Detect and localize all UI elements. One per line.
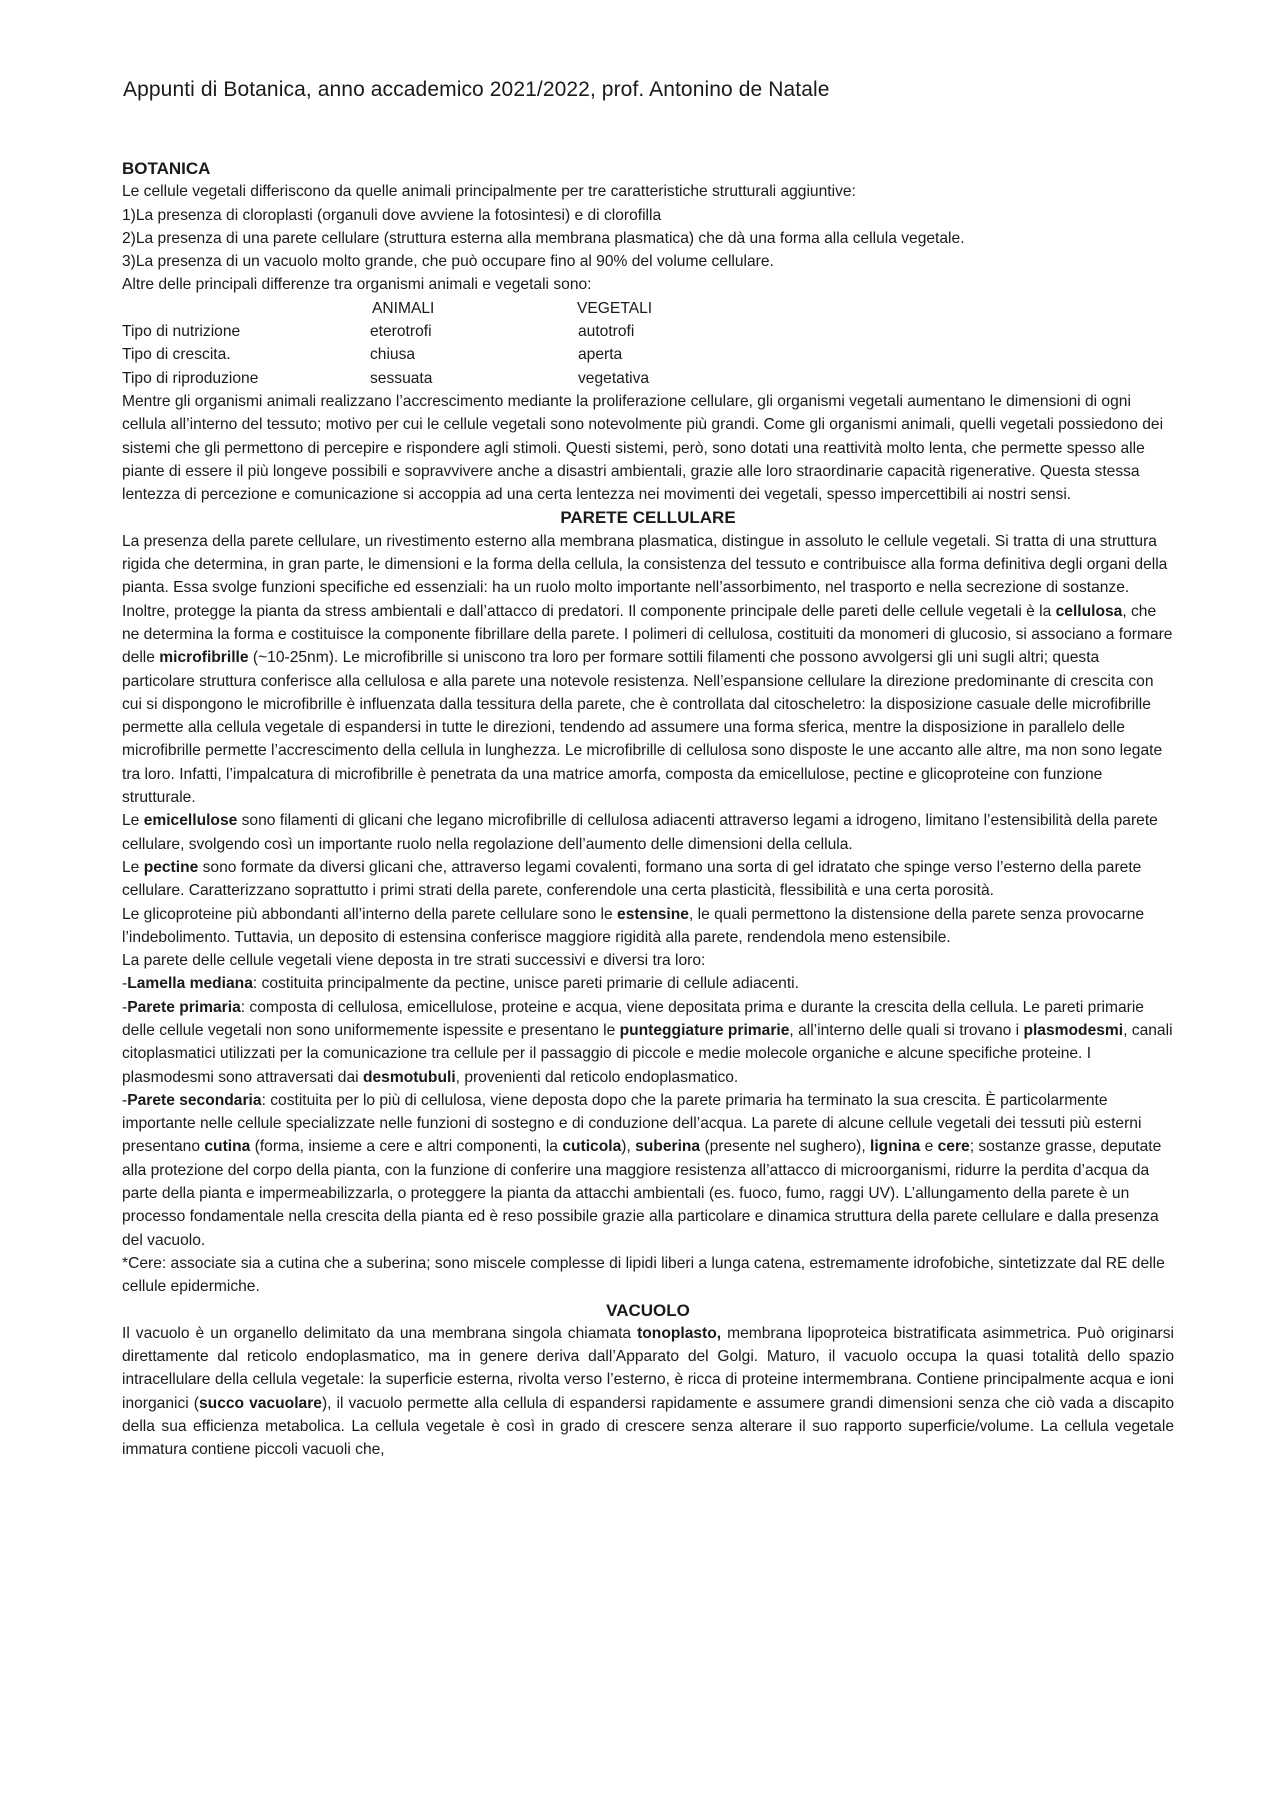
list-item: 3)La presenza di un vacuolo molto grande, che può occupare fino al 90% del volume cellulare. [122,253,774,271]
table-cell: Tipo di crescita. [122,346,231,364]
parete-paragraph-emicellulose: Le emicellulose sono filamenti di glicani che legano microfibrille di cellulosa adiacenti attraverso legami a idrogeno, limitano l’estensibilità della parete cellulare, svolgendo così un importante ruolo nella regolazione dell’aumento delle dimensioni della cellula. [122,812,1158,853]
column-header: ANIMALI [372,299,435,317]
parete-item-lamella: -Lamella mediana: costituita principalmente da pectine, unisce pareti primarie di cellule adiacenti. [122,975,799,993]
botanica-intro: Le cellule vegetali differiscono da quelle animali principalmente per tre caratteristiche strutturali aggiuntive: [122,183,856,201]
term-pectine: pectine [143,858,199,876]
term-desmotubuli: desmotubuli [362,1068,456,1086]
botanica-paragraph: Mentre gli organismi animali realizzano l’accrescimento mediante la proliferazione cellulare, gli organismi vegetali aumentano le dimensioni di ogni cellula all’interno del tessuto; motivo per cui le cellule vegetali sono notevolmente più grandi. Come gli organismi animali, quelli vegetali possiedono dei sistemi che gli permettono di percepire e rispondere agli stimoli. Questi sistemi, però, sono dotati una reattività molto lenta, che permette spesso alle piante di essere il più longeve possibili e sopravvivere anche a disastri ambientali, grazie alle loro straordinarie capacità rigenerative. Questa stessa lentezza di percezione e comunicazione si accoppia ad una certa lentezza nei movimenti dei vegetali, spesso impercettibili ai nostri sensi. [122,392,1164,504]
term-lignina: lignina [870,1138,921,1156]
column-header: VEGETALI [577,299,653,317]
table-cell: vegetativa [578,369,650,387]
table-row [122,367,1174,390]
table-row [122,320,1174,343]
parete-paragraph-1: La presenza della parete cellulare, un rivestimento esterno alla membrana plasmatica, distingue in assoluto le cellule vegetali. Si tratta di una struttura rigida che determina, in gran parte, le dimensioni e la forma della cellula, la consistenza del tessuto e contribuisce alla forma definitiva degli organi della pianta. Essa svolge funzioni specifiche ed essenziali: ha un ruolo molto importante nell’assorbimento, nel trasporto e nella secrezione di sostanze. Inoltre, protegge la pianta da stress ambientali e dall’attacco di predatori. Il componente principale delle pareti delle cellule vegetali è la cellulosa, che ne determina la forma e costituisce la componente fibrillare della parete. I polimeri di cellulosa, costituiti da monomeri di glucosio, si associano a formare delle microfibrille (~10-25nm). Le microfibrille si uniscono tra loro per formare sottili filamenti che possono avvolgersi gli uni sugli altri; questa particolare struttura conferisce alla cellulosa e alla parete una notevole resistenza. Nell’espansione cellulare la direzione predominante di crescita con cui si dispongono le microfibrille è influenzata dalla tessitura della parete, che è controllata dal citoscheletro: la disposizione casuale delle microfibrille permette alla cellula vegetale di espandersi in tutte le direzioni, tendendo ad assumere una forma sferica, mentre la disposizione in parallelo delle microfibrille permette l’accrescimento della cellula in lunghezza. Le microfibrille di cellulosa sono disposte le une accanto alle altre, ma non sono legate tra loro. Infatti, l’impalcatura di microfibrille è penetrata da una matrice amorfa, composta da emicellulose, pectine e glicoproteine con funzione strutturale. [122,532,1173,807]
term-cellulosa: cellulosa [1055,602,1123,620]
table-row [122,343,1174,366]
term-cere: cere [937,1138,970,1156]
parete-paragraph-strati: La parete delle cellule vegetali viene deposta in tre strati successivi e diversi tra loro: [122,952,706,970]
term-punteggiature: punteggiature primarie [619,1021,790,1039]
term-emicellulose: emicellulose [143,812,238,830]
parete-paragraph-pectine: Le pectine sono formate da diversi glicani che, attraverso legami covalenti, formano una sorta di gel idratato che spinge verso l’esterno della parete cellulare. Caratterizzano soprattutto i primi strati della parete, conferendole una certa plasticità, flessibilità e una certa porosità. [122,858,1142,900]
list-item: 1)La presenza di cloroplasti (organuli dove avviene la fotosintesi) e di clorofilla [122,206,662,224]
table-intro: Altre delle principali differenze tra organismi animali e vegetali sono: [122,276,592,294]
parete-item-secondaria: -Parete secondaria: costituita per lo più di cellulosa, viene deposta dopo che la parete primaria ha terminato la sua crescita. È particolarmente importante nelle cellule specializzate nelle funzioni di sostegno e di conduzione dell’acqua. La parete di alcune cellule vegetali dei tessuti più esterni presentano cutina (forma, insieme a cere e altri componenti, la cuticola), suberina (presente nel sughero), lignina e cere; sostanze grasse, deputate alla protezione del corpo della pianta, con la funzione di conferire una maggiore resistenza all’attacco di microorganismi, ridurre la perdita d’acqua da parte della pianta e impermeabilizzarla, o proteggere la pianta da attacchi ambientali (es. fuoco, fumo, raggi UV). L’allungamento della parete è un processo fondamentale nella crescita della pianta ed è reso possibile grazie alla particolare e dinamica struttura della parete cellulare e dalla presenza del vacuolo. [122,1091,1162,1249]
table-cell: Tipo di riproduzione [122,369,259,387]
section-title-vacuolo: VACUOLO [606,1300,690,1320]
parete-paragraph-estensine: Le glicoproteine più abbondanti all’interno della parete cellulare sono le estensine, le quali permettono la distensione della parete senza provocarne l’indebolimento. Tuttavia, un deposito di estensina conferisce maggiore rigidità alla parete, rendendola meno estensibile. [122,905,1145,946]
section-title-parete: PARETE CELLULARE [560,508,736,528]
comparison-table-header [122,297,1174,320]
term-lamella-mediana: Lamella mediana [127,975,253,993]
page-header: Appunti di Botanica, anno accademico 2021/2022, prof. Antonino de Natale [123,78,830,101]
table-cell: Tipo di nutrizione [122,323,241,341]
vacuolo-paragraph: Il vacuolo è un organello delimitato da una membrana singola chiamata tonoplasto, membrana lipoproteica bistratificata asimmetrica. Può originarsi direttamente dal reticolo endoplasmatico, ma in genere deriva dall’Apparato del Golgi. Maturo, il vacuolo occupa la quasi totalità dello spazio intracellulare della cellula vegetale: la superficie esterna, rivolta verso l’esterno, è ricca di proteine intermembrana. Contiene principalmente acqua e ioni inorganici (succo vacuolare), il vacuolo permette alla cellula di espandersi rapidamente e assumere grandi dimensioni senza che ciò vada a discapito della sua efficienza metabolica. La cellula vegetale è così in grado di crescere senza alterare il suo rapporto superficie/volume. La cellula vegetale immatura contiene piccoli vacuoli che, [122,1324,1174,1459]
table-cell: eterotrofi [370,323,432,341]
table-cell: sessuata [370,369,433,387]
table-cell: aperta [578,346,623,364]
term-cutina: cutina [204,1138,251,1156]
term-parete-secondaria: Parete secondaria [127,1091,262,1109]
parete-item-primaria: -Parete primaria: composta di cellulosa, emicellulose, proteine e acqua, viene depositata prima e durante la crescita della cellula. Le pareti primarie delle cellule vegetali non sono uniformemente ispessite e presentano le punteggiature primarie, all’interno delle quali si trovano i plasmodesmi, canali citoplasmatici utilizzati per la comunicazione tra cellule per il passaggio di piccole e medie molecole organiche e alcune specifiche proteine. I plasmodesmi sono attraversati dai desmotubuli, provenienti dal reticolo endoplasmatico. [122,998,1173,1086]
term-tonoplasto: tonoplasto, [637,1324,722,1342]
term-parete-primaria: Parete primaria [127,998,241,1016]
table-cell: autotrofi [578,323,635,341]
table-cell: chiusa [370,346,416,364]
term-estensine: estensine [617,905,689,923]
parete-footnote-cere: *Cere: associate sia a cutina che a suberina; sono miscele complesse di lipidi liberi a lunga catena, estremamente idrofobiche, sintetizzate dal RE delle cellule epidermiche. [122,1254,1165,1296]
term-cuticola: cuticola [562,1138,622,1156]
term-succo-vacuolare: succo vacuolare [199,1394,322,1412]
term-plasmodesmi: plasmodesmi [1023,1021,1124,1039]
term-suberina: suberina [635,1138,701,1156]
list-item: 2)La presenza di una parete cellulare (struttura esterna alla membrana plasmatica) che dà una forma alla cellula vegetale. [122,229,965,247]
document-body [122,157,1174,1462]
section-title-botanica: BOTANICA [122,159,211,178]
term-microfibrille: microfibrille [159,649,249,667]
